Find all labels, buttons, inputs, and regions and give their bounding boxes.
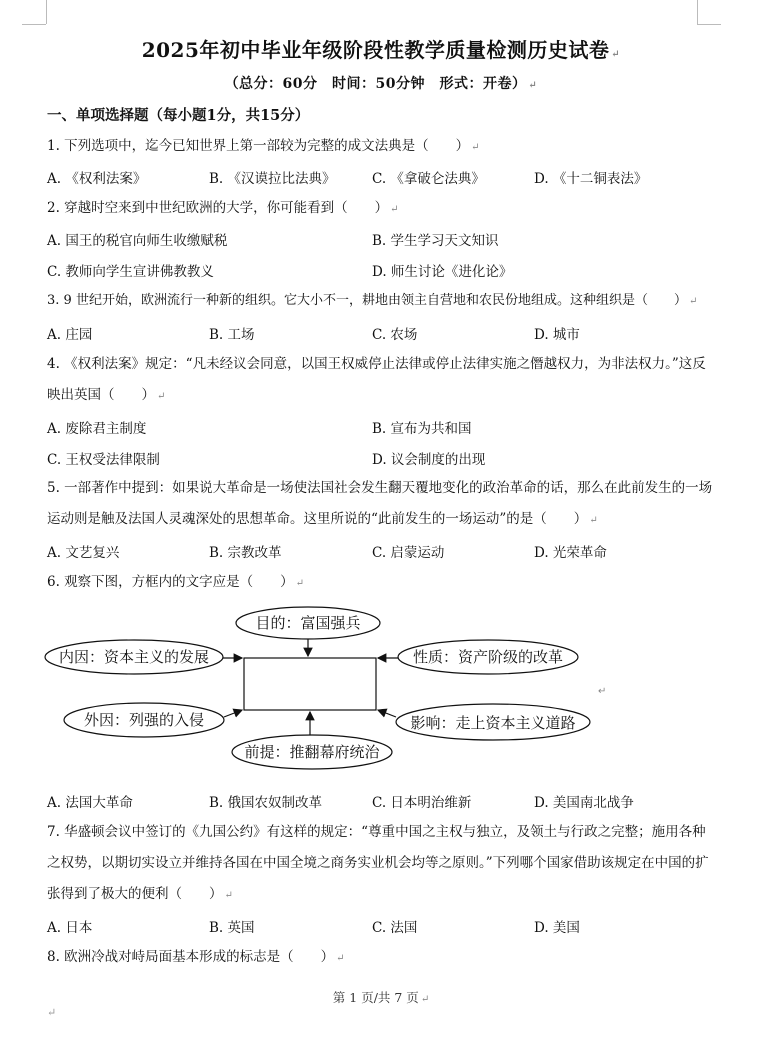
question-5-option-d: D. 光荣革命 bbox=[534, 545, 607, 561]
question-3-option-b: B. 工场 bbox=[209, 327, 255, 343]
question-7-stem: 7. 华盛顿会议中签订的《九国公约》有这样的规定：“尊重中国之主权与独立，及领土与行政之完整；施用各种之权势，以期切实设立并维持各国在中国全境之商务实业机会均等之原则。”下列哪个国家借助该规定在中国的扩张得到了极大的便利（ ） ↵ bbox=[47, 824, 709, 902]
arrow-external bbox=[224, 710, 242, 717]
question-6-option-c: C. 日本明治维新 bbox=[372, 795, 472, 811]
question-6-option-b: B. 俄国农奴制改革 bbox=[209, 795, 323, 811]
nature-label: 性质：资产阶级的改革 bbox=[412, 648, 564, 666]
arrow-impact bbox=[378, 710, 396, 717]
meiji-restoration-diagram bbox=[40, 600, 620, 776]
end-paragraph-mark: ↵ bbox=[47, 1006, 57, 1019]
question-3-stem: 3. 9 世纪开始，欧洲流行一种新的组织。它大小不一，耕地由领主自营地和农民份地组成。这种组织是（ ） ↵ bbox=[47, 293, 698, 308]
question-5-stem: 5. 一部著作中提到：如果说大革命是一场使法国社会发生翻天覆地变化的政治革命的话，那么在此前发生的一场运动则是触及法国人灵魂深处的思想革命。这里所说的“此前发生的一场运动”的是（ ） ↵ bbox=[47, 480, 713, 527]
question-2-option-b: B. 学生学习天文知识 bbox=[372, 233, 499, 249]
question-1-option-a: A. 《权利法案》 bbox=[47, 171, 147, 187]
goal-label: 目的：富国强兵 bbox=[255, 614, 361, 632]
question-3-option-a: A. 庄园 bbox=[47, 327, 93, 343]
question-6-option-a: A. 法国大革命 bbox=[47, 795, 133, 811]
question-4-option-d: D. 议会制度的出现 bbox=[372, 452, 486, 468]
crop-mark-top-right-h bbox=[697, 24, 721, 25]
question-7-option-d: D. 美国 bbox=[534, 920, 580, 936]
section-title: 一、单项选择题（每小题1分，共15分） bbox=[47, 107, 310, 124]
question-8-stem: 8. 欧洲冷战对峙局面基本形成的标志是（ ） ↵ bbox=[47, 949, 345, 965]
question-2-stem: 2. 穿越时空来到中世纪欧洲的大学，你可能看到（ ） ↵ bbox=[47, 200, 399, 216]
question-5-option-c: C. 启蒙运动 bbox=[372, 545, 445, 561]
question-1-option-d: D. 《十二铜表法》 bbox=[534, 171, 648, 187]
question-2-option-d: D. 师生讨论《进化论》 bbox=[372, 264, 513, 280]
internal-label: 内因：资本主义的发展 bbox=[58, 648, 210, 666]
question-2-option-a: A. 国王的税官向师生收缴赋税 bbox=[47, 233, 228, 249]
question-1-option-b: B. 《汉谟拉比法典》 bbox=[209, 171, 336, 187]
question-6-stem: 6. 观察下图，方框内的文字应是（ ） ↵ bbox=[47, 574, 305, 590]
question-4-option-c: C. 王权受法律限制 bbox=[47, 452, 160, 468]
question-7-option-a: A. 日本 bbox=[47, 920, 93, 936]
question-3-option-d: D. 城市 bbox=[534, 327, 580, 343]
question-1-option-c: C. 《拿破仑法典》 bbox=[372, 171, 485, 187]
premise-label: 前提：推翻幕府统治 bbox=[244, 743, 380, 761]
question-7-option-b: B. 英国 bbox=[209, 920, 255, 936]
page-footer: 第 1 页/共 7 页 ↵ bbox=[332, 990, 430, 1005]
question-7-option-c: C. 法国 bbox=[372, 920, 418, 936]
question-2-option-c: C. 教师向学生宣讲佛教教义 bbox=[47, 264, 214, 280]
question-4-stem: 4. 《权利法案》规定：“凡未经议会同意，以国王权威停止法律或停止法律实施之僭越权力，为非法权力。”这反映出英国（ ） ↵ bbox=[47, 356, 706, 403]
exam-subtitle: （总分：60分 时间：50分钟 形式：开卷） ↵ bbox=[224, 76, 538, 92]
diagram-paragraph-mark: ↵ bbox=[598, 686, 607, 697]
crop-mark-top-left-h bbox=[22, 24, 46, 25]
external-label: 外因：列强的入侵 bbox=[83, 711, 205, 729]
question-4-option-a: A. 废除君主制度 bbox=[47, 421, 147, 437]
question-4-option-b: B. 宣布为共和国 bbox=[372, 421, 472, 437]
answer-box bbox=[244, 658, 376, 710]
crop-mark-top-left bbox=[46, 0, 47, 24]
question-3-option-c: C. 农场 bbox=[372, 327, 418, 343]
question-5-option-a: A. 文艺复兴 bbox=[47, 545, 120, 561]
crop-mark-top-right bbox=[697, 0, 698, 24]
impact-label: 影响：走上资本主义道路 bbox=[410, 714, 576, 732]
question-6-option-d: D. 美国南北战争 bbox=[534, 795, 634, 811]
question-5-option-b: B. 宗教改革 bbox=[209, 545, 282, 561]
question-1-stem: 1. 下列选项中，迄今已知世界上第一部较为完整的成文法典是（ ） ↵ bbox=[47, 138, 480, 154]
exam-title: 2025年初中毕业年级阶段性教学质量检测历史试卷 ↵ bbox=[141, 38, 621, 62]
